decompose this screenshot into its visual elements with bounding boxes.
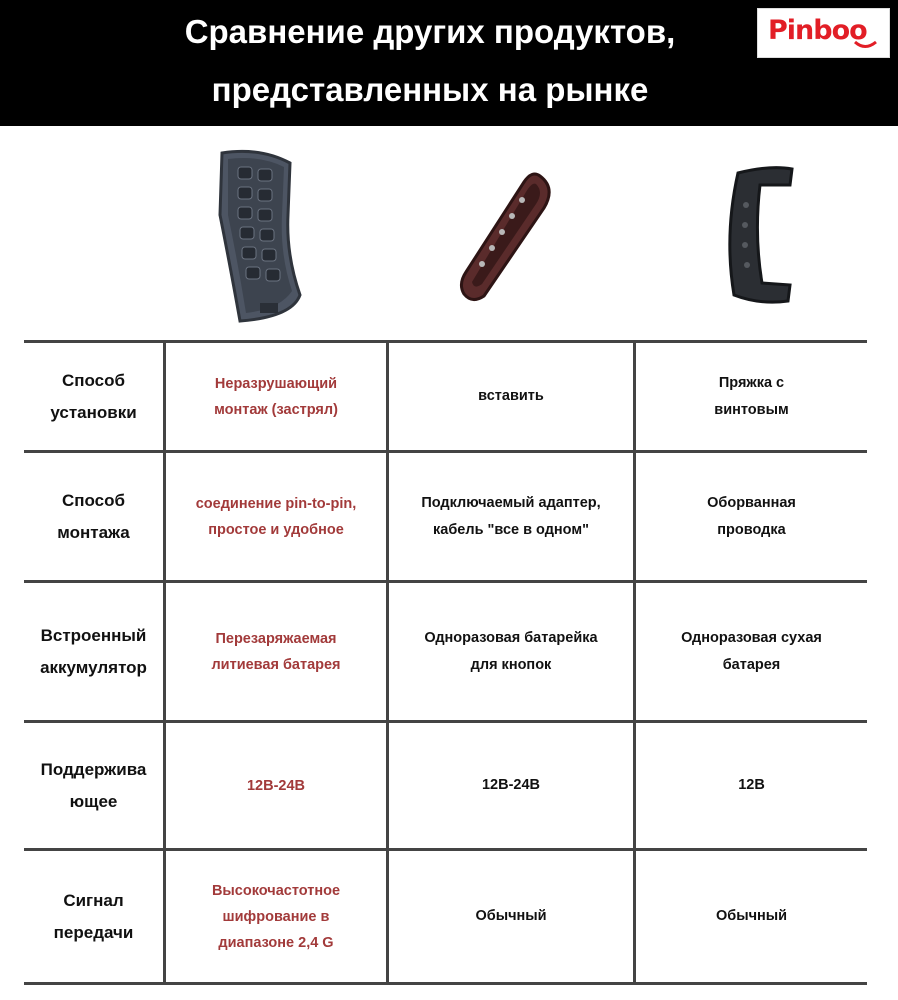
logo-smile-icon (758, 9, 891, 59)
header-bar (0, 0, 898, 126)
cell-text: соединение pin-to-pin, простое и удобное (195, 495, 357, 538)
row-label-installation (24, 343, 163, 450)
cell-installation-col1 (166, 343, 386, 450)
cell-text: Перезаряжаемая литиевая батарея (211, 630, 341, 673)
cell-text: Пряжка с винтовым (714, 374, 789, 418)
table-border-bottom (24, 982, 867, 985)
cell-mounting-col1 (166, 453, 386, 580)
cell-signal-col2 (389, 851, 633, 982)
row-label-text: Способ монтажа (57, 490, 130, 542)
row-label-mounting (24, 453, 163, 580)
logo-text: Pinboo (768, 15, 867, 46)
cell-mounting-col2 (389, 453, 633, 580)
cell-installation-col2 (389, 343, 633, 450)
cell-voltage-col2 (389, 723, 633, 848)
cell-text: вставить (478, 388, 544, 404)
row-label-battery (24, 583, 163, 720)
cell-text: 12В (738, 777, 765, 793)
cell-battery-col3 (636, 583, 867, 720)
cell-text: Обычный (475, 908, 547, 924)
row-label-voltage (24, 723, 163, 848)
row-label-signal (24, 851, 163, 982)
cell-text: Высокочастотное шифрование в диапазоне 2,4 G (211, 882, 341, 951)
product-image-1 (200, 145, 310, 325)
product-image-2 (452, 148, 567, 308)
cell-signal-col1 (166, 851, 386, 982)
cell-text: 12В-24В (246, 777, 306, 794)
row-label-text: Встроенный аккумулятор (40, 625, 147, 677)
cell-text: Оборванная проводка (707, 494, 796, 538)
cell-installation-col3 (636, 343, 867, 450)
cell-voltage-col1 (166, 723, 386, 848)
row-label-text: Сигнал передачи (53, 890, 134, 942)
cell-text: Обычный (715, 908, 788, 924)
cell-battery-col1 (166, 583, 386, 720)
cell-voltage-col3 (636, 723, 867, 848)
row-label-text: Способ установки (50, 370, 137, 422)
pinboo-logo (757, 8, 890, 58)
cell-text: Одноразовая батарейка для кнопок (424, 629, 598, 673)
cell-text: Неразрушающий монтаж (застрял) (214, 375, 338, 418)
cell-mounting-col3 (636, 453, 867, 580)
product-image-3 (720, 155, 810, 315)
row-label-text: Поддержива ющее (40, 759, 147, 811)
cell-signal-col3 (636, 851, 867, 982)
cell-battery-col2 (389, 583, 633, 720)
cell-text: Подключаемый адаптер, кабель "все в одном" (421, 494, 601, 538)
page-title-line-1: Сравнение других продуктов, (184, 13, 676, 50)
page-title-line-2: представленных на рынке (211, 71, 649, 108)
cell-text: 12В-24В (481, 777, 541, 793)
cell-text: Одноразовая сухая батарея (681, 629, 822, 673)
